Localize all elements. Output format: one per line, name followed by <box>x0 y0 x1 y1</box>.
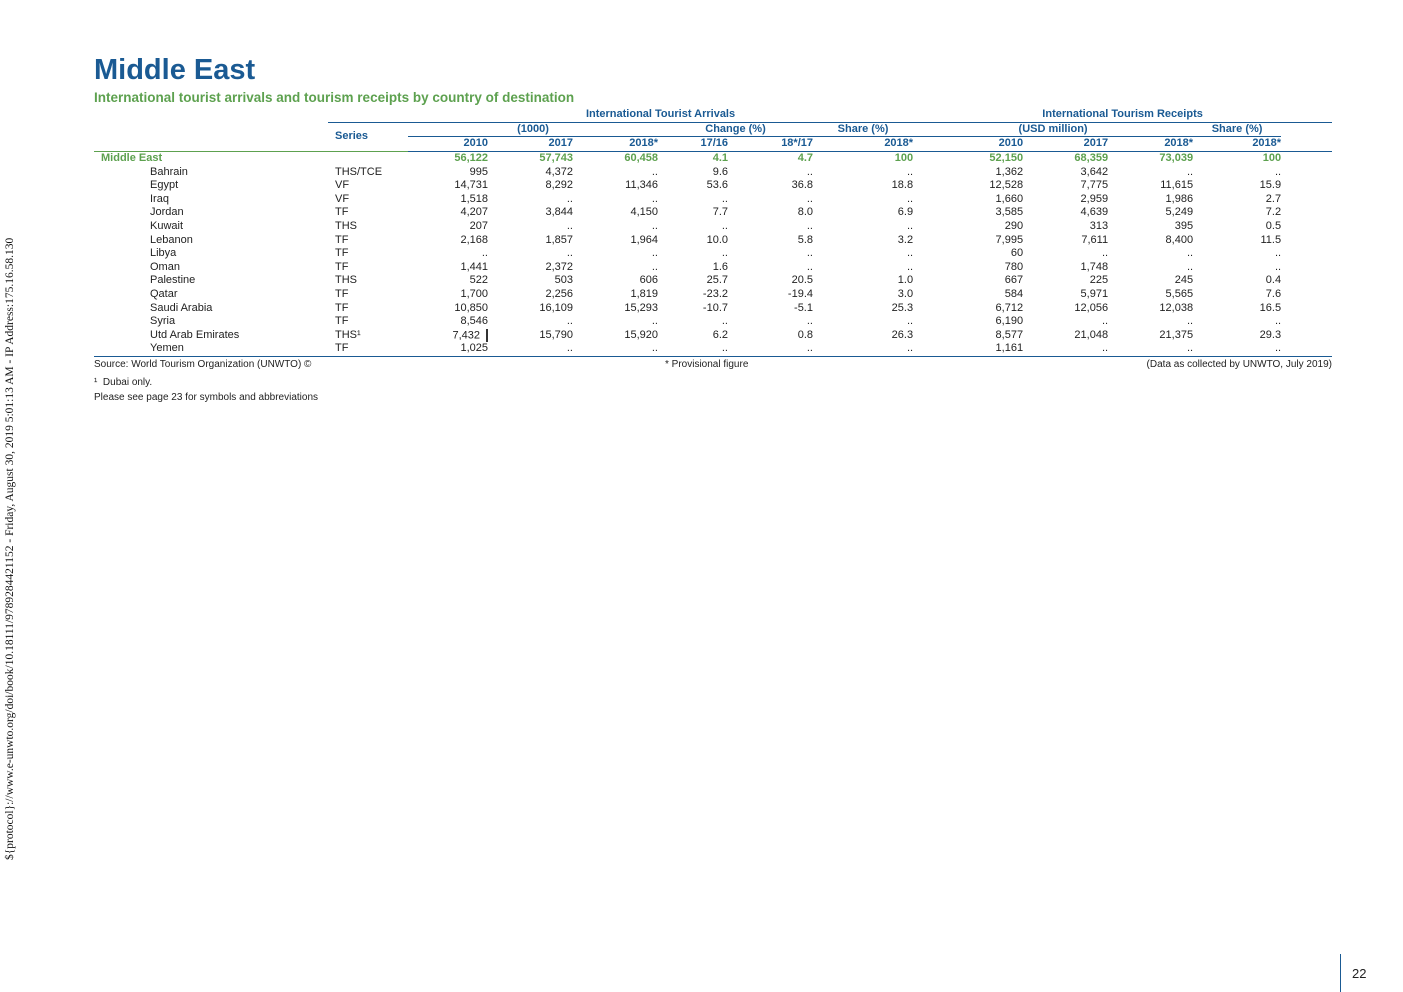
cell-value: 2,168 <box>460 233 488 246</box>
row-spacer <box>1281 261 1332 275</box>
cell-value: -10.7 <box>702 301 728 314</box>
region-value: 56,122 <box>408 151 488 165</box>
cell-value: .. <box>1274 247 1282 260</box>
cell-value: -23.2 <box>702 288 728 301</box>
country-name: Utd Arab Emirates <box>150 328 240 341</box>
cell-value: 15,293 <box>624 301 658 314</box>
cell-value: -19.4 <box>787 288 813 301</box>
cell-value: 36.8 <box>791 179 813 192</box>
country-name: Jordan <box>150 206 184 219</box>
cell-value: .. <box>651 260 658 273</box>
region-value: 100 <box>813 151 913 165</box>
cell-value: .. <box>1186 247 1194 260</box>
cell-value: .. <box>1186 260 1194 273</box>
cell-value: .. <box>1274 315 1282 328</box>
row-spacer <box>1281 342 1332 356</box>
series-code: THS¹ <box>335 328 361 341</box>
cell-value: .. <box>1101 247 1109 260</box>
row-spacer <box>1281 329 1332 343</box>
cell-value: 1,518 <box>460 192 488 205</box>
cell-value: 6.9 <box>897 206 914 219</box>
page-number-divider <box>1340 954 1341 992</box>
header-col: 2017 <box>1023 137 1108 152</box>
row-spacer <box>1281 193 1332 207</box>
cell-value: .. <box>651 192 658 205</box>
cell-value: 2,959 <box>1080 192 1109 205</box>
cell-value: .. <box>906 192 914 205</box>
row-spacer <box>1281 220 1332 234</box>
header-col: 2010 <box>408 137 488 152</box>
cell-value: 522 <box>469 274 488 287</box>
cell-value: 11,615 <box>1160 179 1194 192</box>
cell-value: 2.7 <box>1265 192 1282 205</box>
cell-value: 14,731 <box>454 179 488 192</box>
cell-value: .. <box>806 165 813 178</box>
header-col: 2018* <box>573 137 658 152</box>
table-row <box>94 315 1332 329</box>
row-spacer <box>1281 179 1332 193</box>
cell-value: 7.2 <box>1265 206 1282 219</box>
region-name: Middle East <box>94 151 328 165</box>
footnote-text: Dubai only. <box>102 377 153 388</box>
cell-value: 5.8 <box>797 233 813 246</box>
cell-value: 4,372 <box>545 165 573 178</box>
header-col: 2018* <box>1108 137 1193 152</box>
row-spacer <box>1281 288 1332 302</box>
header-change: Change (%) <box>658 122 813 137</box>
header-row-years <box>94 137 1332 152</box>
header-receipts-share: Share (%) <box>1193 122 1281 137</box>
cell-value: 5,971 <box>1080 288 1109 301</box>
cell-value: .. <box>566 315 573 328</box>
region-value: 68,359 <box>1023 151 1108 165</box>
header-row-units <box>94 122 1332 137</box>
header-col: 2018* <box>1193 137 1281 152</box>
cell-value: 53.6 <box>706 179 728 192</box>
country-name: Libya <box>150 247 177 260</box>
cell-value: 1,819 <box>630 288 658 301</box>
cell-value: 12,056 <box>1074 301 1109 314</box>
cell-value: 8,292 <box>545 179 573 192</box>
table-row <box>94 247 1332 261</box>
cell-value: 1.6 <box>712 260 728 273</box>
cell-value: 15,920 <box>624 328 658 341</box>
cell-value: 21,048 <box>1074 328 1109 341</box>
cell-value: .. <box>658 342 728 356</box>
cell-value: .. <box>906 260 914 273</box>
cell-value: 225 <box>1089 274 1109 287</box>
cell-value: .. <box>651 165 658 178</box>
cell-value: 6,712 <box>995 301 1024 314</box>
access-stamp: ${protocol}://www.e-unwto.org/doi/book/10.18111/9789284421152 - Friday, August 30, 2019 5:01:13 AM - IP Address:175.16.58.130 <box>4 237 16 860</box>
table-row <box>94 261 1332 275</box>
series-code: THS <box>335 274 357 287</box>
cell-value: 245 <box>1174 274 1194 287</box>
table-row <box>94 274 1332 288</box>
cell-value: .. <box>806 260 813 273</box>
series-code: TF <box>335 315 349 328</box>
series-code: TF <box>335 233 349 246</box>
cell-value: 8,577 <box>995 328 1024 341</box>
table-row <box>94 329 1332 343</box>
cell-value: .. <box>651 220 658 233</box>
cell-value: 1,964 <box>630 233 658 246</box>
page-subtitle: International tourist arrivals and tourism receipts by country of destination <box>94 90 575 105</box>
collection-note: (Data as collected by UNWTO, July 2019) <box>1146 359 1332 370</box>
cell-value: 395 <box>1174 220 1194 233</box>
footnote-mark: ¹ <box>94 377 98 388</box>
cell-value: .. <box>573 342 658 356</box>
country-name: Iraq <box>150 192 169 205</box>
cell-value: 29.3 <box>1259 328 1282 341</box>
cell-value: .. <box>1274 165 1282 178</box>
cell-value: 26.3 <box>891 328 914 341</box>
country-name: Oman <box>150 260 180 273</box>
cell-value: 503 <box>554 274 573 287</box>
cell-value: .. <box>813 342 913 356</box>
region-value: 100 <box>1193 151 1281 165</box>
cell-value: .. <box>906 165 914 178</box>
cell-value: 3.0 <box>897 288 914 301</box>
cell-value: .. <box>806 220 813 233</box>
cell-value: 780 <box>1004 260 1024 273</box>
country-name: Bahrain <box>150 165 188 178</box>
row-spacer <box>1281 165 1332 179</box>
cell-value: 0.4 <box>1265 274 1282 287</box>
table-footer <box>94 358 1332 372</box>
cell-value: 15,790 <box>539 328 573 341</box>
cell-value: -5.1 <box>794 301 813 314</box>
row-spacer <box>1281 233 1332 247</box>
cell-value: .. <box>806 315 813 328</box>
cell-value: .. <box>728 342 813 356</box>
cell-value: 1,362 <box>995 165 1024 178</box>
cell-value: 8,400 <box>1165 233 1194 246</box>
cell-value: .. <box>1193 342 1281 356</box>
cell-value: 25.3 <box>891 301 914 314</box>
cell-value: 9.6 <box>712 165 728 178</box>
cell-value: .. <box>721 247 728 260</box>
provisional-note: * Provisional figure <box>665 359 749 370</box>
cell-value: 207 <box>469 220 488 233</box>
header-col: 2010 <box>913 137 1023 152</box>
statistics-table <box>94 108 1332 357</box>
cell-value: 21,375 <box>1159 328 1194 341</box>
cell-value: 6,190 <box>995 315 1024 328</box>
region-value: 4.1 <box>658 151 728 165</box>
cell-value: 15.9 <box>1259 179 1282 192</box>
cell-value: 5,249 <box>1165 206 1194 219</box>
cell-value: 11,346 <box>625 179 658 192</box>
cell-value: 3,844 <box>545 206 573 219</box>
table-row <box>94 301 1332 315</box>
cell-value: 1,986 <box>1165 192 1194 205</box>
cell-value: 1,161 <box>913 342 1023 356</box>
cell-value: 1,660 <box>995 192 1024 205</box>
cell-value: 313 <box>1089 220 1109 233</box>
region-value: 52,150 <box>913 151 1023 165</box>
cell-value: 3,642 <box>1080 165 1109 178</box>
cell-value: .. <box>806 192 813 205</box>
table-row <box>94 206 1332 220</box>
cell-value: 6.2 <box>712 328 728 341</box>
table-row <box>94 179 1332 193</box>
cell-value: 25.7 <box>706 274 728 287</box>
row-spacer <box>1281 301 1332 315</box>
cell-value: 7,611 <box>1081 233 1109 246</box>
cell-value: 8,546 <box>460 315 488 328</box>
table-body <box>94 151 1332 356</box>
cell-value: 10.0 <box>706 233 728 246</box>
country-name: Kuwait <box>150 220 184 233</box>
cell-value: .. <box>1186 315 1194 328</box>
country-name: Lebanon <box>150 233 193 246</box>
page-title: Middle East <box>94 54 256 86</box>
header-col: 2017 <box>488 137 573 152</box>
series-code: TF <box>335 301 349 314</box>
header-share: Share (%) <box>813 122 913 137</box>
cell-value: 12,038 <box>1159 301 1194 314</box>
cell-value: .. <box>721 220 728 233</box>
series-code: TF <box>335 247 349 260</box>
page-number: 22 <box>1352 966 1367 981</box>
symbols-note: Please see page 23 for symbols and abbreviations <box>94 392 319 403</box>
country-name: Yemen <box>94 342 328 356</box>
row-spacer <box>1281 274 1332 288</box>
cell-value: 4,207 <box>460 206 488 219</box>
cell-value: .. <box>906 315 914 328</box>
source-note: Source: World Tourism Organization (UNWTO) © <box>94 359 312 370</box>
cell-value: 1.0 <box>897 274 914 287</box>
cell-value: 1,748 <box>1080 260 1109 273</box>
cell-value: 4,639 <box>1080 206 1109 219</box>
cell-value: .. <box>906 220 914 233</box>
cell-value: 11.5 <box>1260 233 1282 246</box>
country-name: Palestine <box>150 274 196 287</box>
region-value: 73,039 <box>1108 151 1193 165</box>
cell-value: .. <box>1274 260 1282 273</box>
cell-value: 8.0 <box>797 206 813 219</box>
header-col: 2018* <box>813 137 913 152</box>
table-row <box>94 220 1332 234</box>
header-arrivals-units: (1000) <box>408 122 658 137</box>
cell-value: 5,565 <box>1165 288 1194 301</box>
cell-value: .. <box>566 247 573 260</box>
cell-value: 584 <box>1004 288 1024 301</box>
row-spacer <box>1281 206 1332 220</box>
cell-value: 1,025 <box>408 342 488 356</box>
cell-value: 7,995 <box>995 233 1024 246</box>
cell-value: .. <box>1186 165 1194 178</box>
header-receipts-group: International Tourism Receipts <box>913 108 1332 122</box>
cell-value: .. <box>1023 342 1108 356</box>
series-code: THS/TCE <box>335 165 383 178</box>
series-code: TF <box>335 206 349 219</box>
cell-value: 16.5 <box>1259 301 1282 314</box>
cell-value: .. <box>566 220 573 233</box>
cell-value: 1,700 <box>460 288 488 301</box>
footnote <box>94 376 152 389</box>
statistics-table-wrapper <box>94 108 1334 357</box>
cell-value: 3.2 <box>897 233 914 246</box>
cell-value: 667 <box>1004 274 1024 287</box>
cell-value: .. <box>651 315 658 328</box>
cell-value: 60 <box>1010 247 1024 260</box>
break-marker <box>486 329 488 342</box>
region-value: 57,743 <box>488 151 573 165</box>
cell-value: 16,109 <box>539 301 573 314</box>
cell-value: 0.5 <box>1265 220 1282 233</box>
header-receipts-units: (USD million) <box>913 122 1193 137</box>
region-value: 4.7 <box>728 151 813 165</box>
country-name: Qatar <box>150 288 178 301</box>
cell-value: 1,857 <box>545 233 573 246</box>
table-row <box>94 288 1332 302</box>
cell-value: 18.8 <box>891 179 914 192</box>
series-code: TF <box>335 288 349 301</box>
header-row-groups <box>94 108 1332 122</box>
cell-value: .. <box>721 192 728 205</box>
cell-value: 0.8 <box>797 328 813 341</box>
cell-value: 7.7 <box>712 206 728 219</box>
cell-value: 1,441 <box>460 260 488 273</box>
cell-value: 20.5 <box>791 274 813 287</box>
series-code: VF <box>335 179 350 192</box>
header-arrivals-group: International Tourist Arrivals <box>408 108 913 122</box>
table-row <box>94 193 1332 207</box>
table-row <box>94 233 1332 247</box>
cell-value: 995 <box>469 165 488 178</box>
cell-value: 4,150 <box>630 206 658 219</box>
cell-value: 290 <box>1004 220 1024 233</box>
country-name: Syria <box>150 315 176 328</box>
country-name: Egypt <box>150 179 179 192</box>
cell-value: 7.6 <box>1265 288 1282 301</box>
country-name: Saudi Arabia <box>150 301 213 314</box>
cell-value: 7,775 <box>1080 179 1109 192</box>
cell-value: .. <box>906 247 914 260</box>
cell-value: 12,528 <box>989 179 1024 192</box>
cell-value: .. <box>488 342 573 356</box>
region-row <box>94 151 1332 165</box>
cell-value: .. <box>1108 342 1193 356</box>
header-series: Series <box>335 130 369 143</box>
cell-value: .. <box>481 247 488 260</box>
table-row <box>94 165 1332 179</box>
row-spacer <box>1281 315 1332 329</box>
region-value: 60,458 <box>573 151 658 165</box>
series-code: TF <box>335 260 349 273</box>
series-code: THS <box>335 220 357 233</box>
cell-value: 7,432 <box>408 329 488 343</box>
cell-value: .. <box>721 315 728 328</box>
table-row <box>94 342 1332 356</box>
series-code: VF <box>335 192 350 205</box>
cell-value: 10,850 <box>454 301 488 314</box>
cell-value: 2,256 <box>545 288 573 301</box>
series-code: TF <box>328 342 408 356</box>
cell-value: .. <box>1101 315 1109 328</box>
cell-value: 606 <box>639 274 658 287</box>
cell-value: .. <box>806 247 813 260</box>
cell-value: 3,585 <box>995 206 1024 219</box>
header-col: 17/16 <box>658 137 728 152</box>
row-spacer <box>1281 247 1332 261</box>
cell-value: 2,372 <box>545 260 573 273</box>
cell-value: .. <box>566 192 573 205</box>
header-col: 18*/17 <box>728 137 813 152</box>
cell-value: .. <box>651 247 658 260</box>
